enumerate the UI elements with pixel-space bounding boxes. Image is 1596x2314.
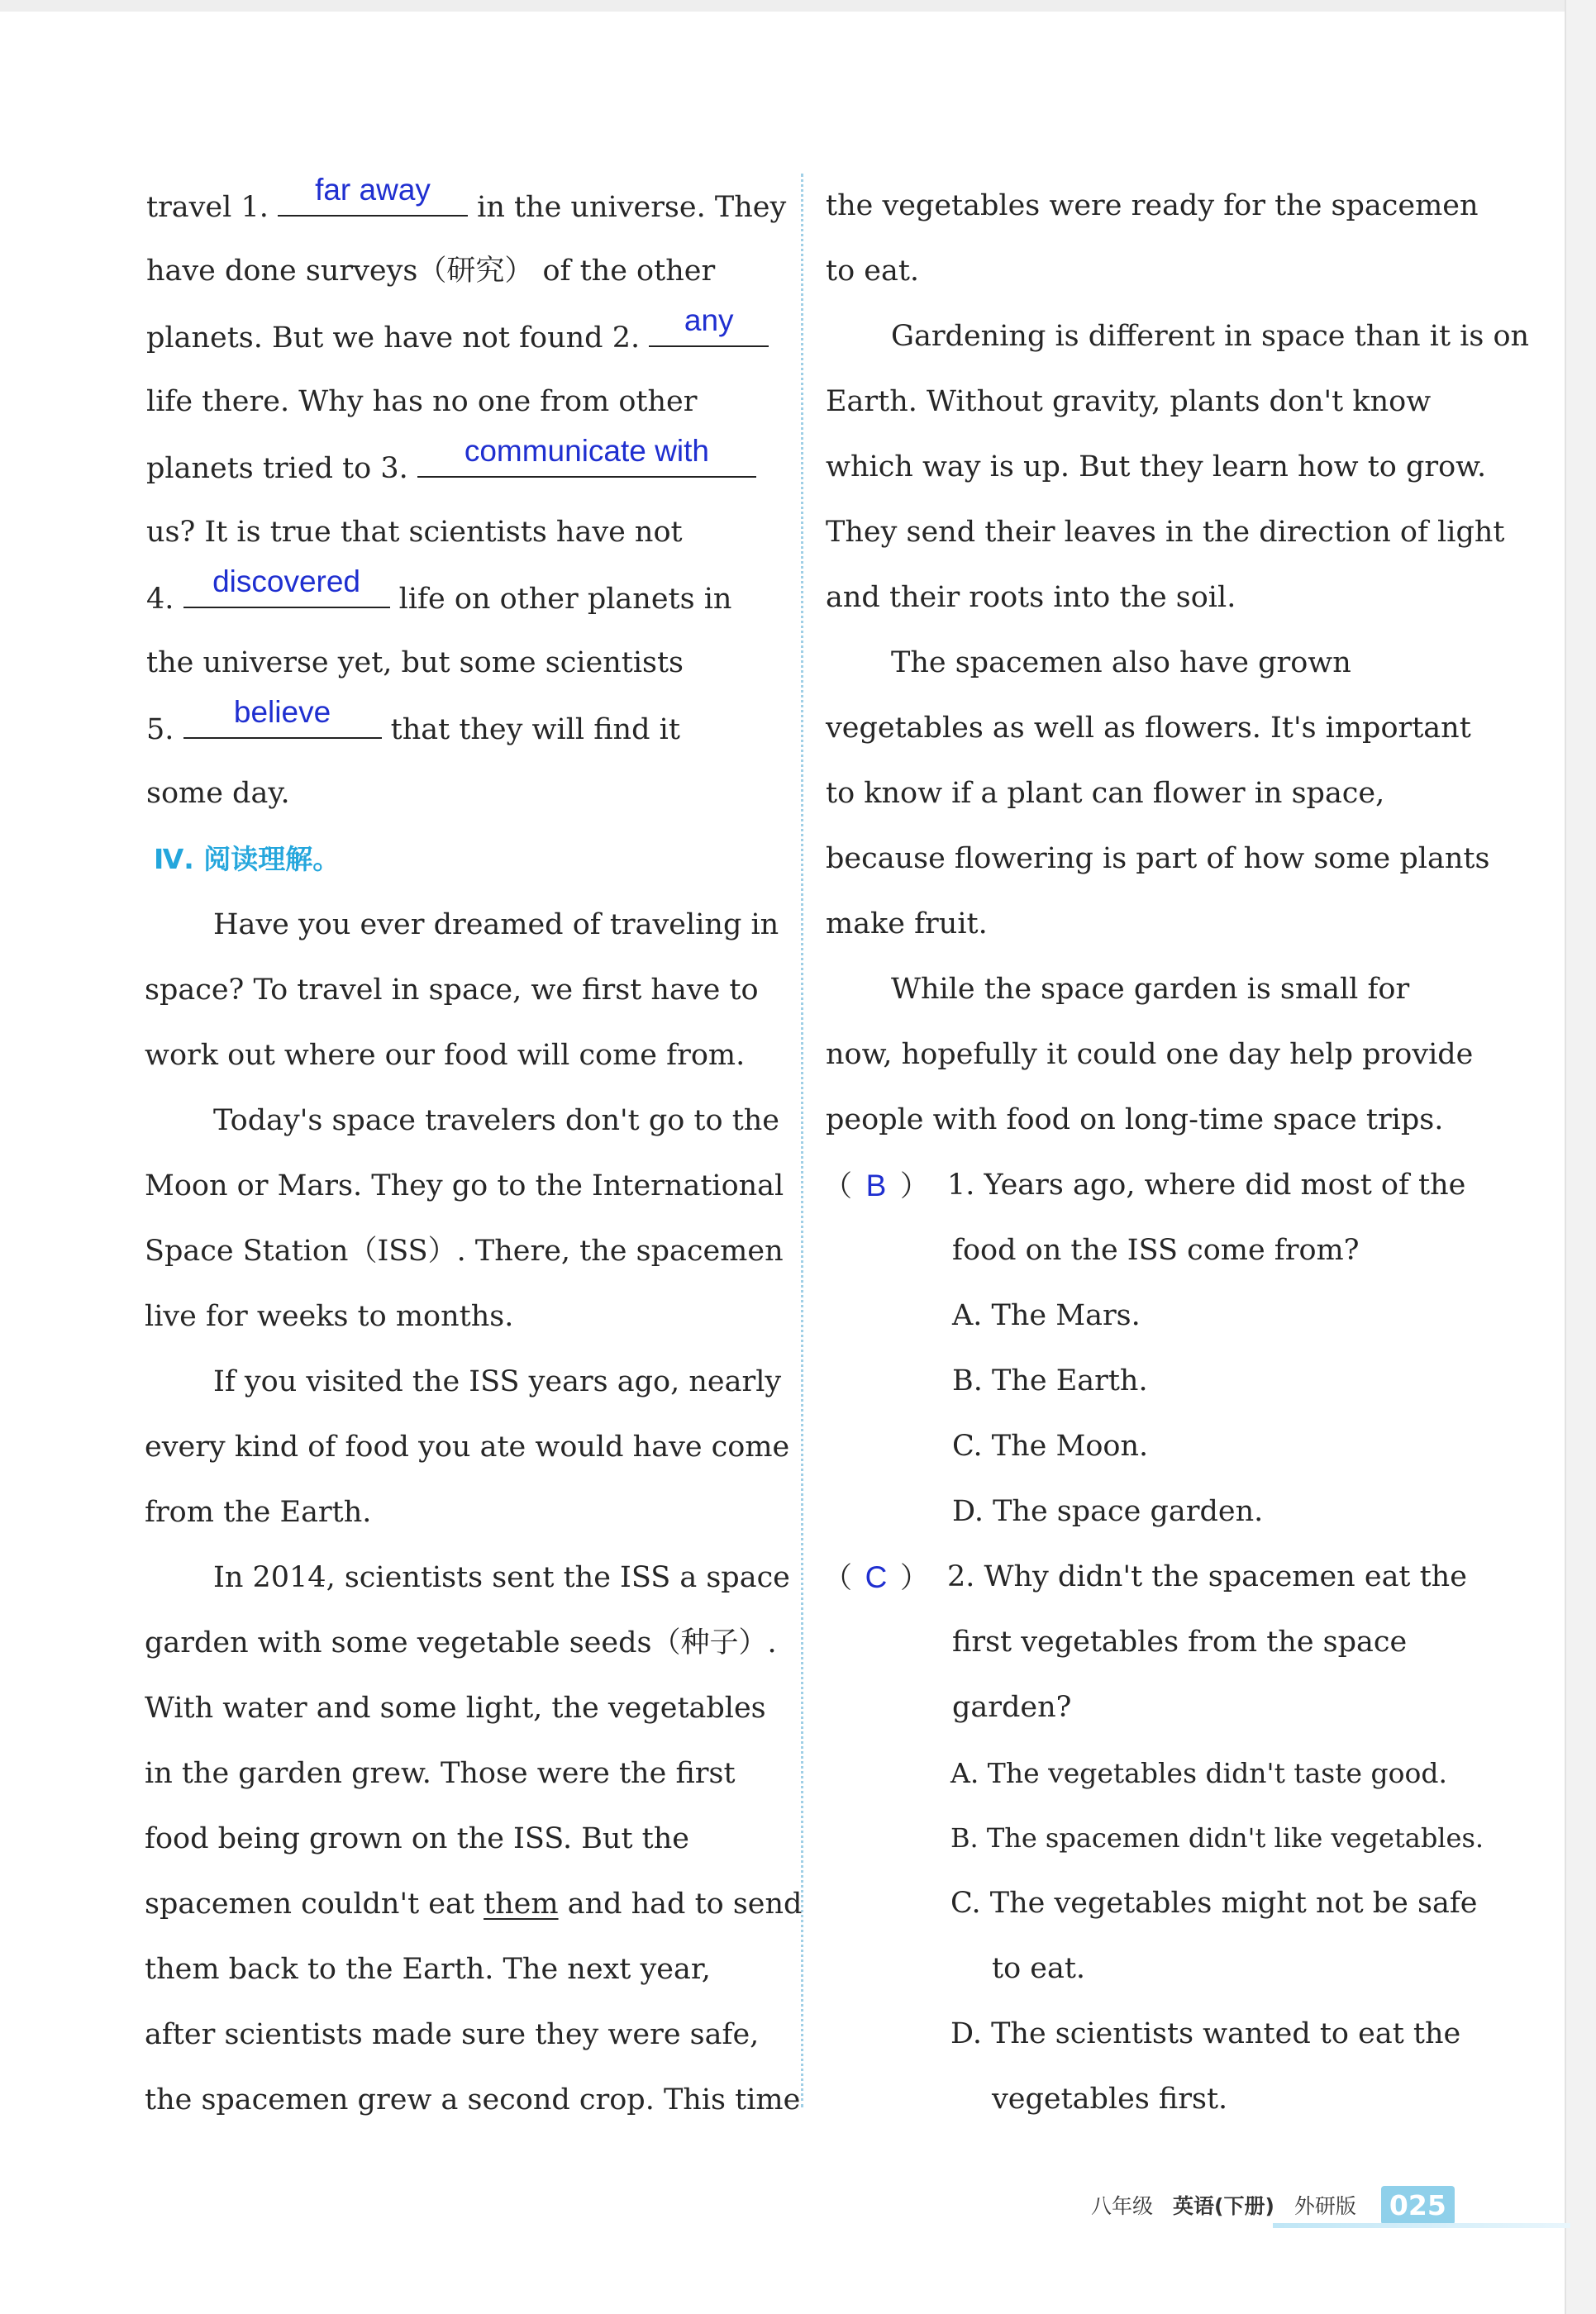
blank-4[interactable]	[183, 565, 390, 608]
cloze-line: planets tried to 3. communicate with	[146, 435, 756, 500]
option-d[interactable]: D. The scientists wanted to eat the	[950, 2017, 1461, 2050]
passage-line: Gardening is different in space than it is on	[891, 320, 1530, 353]
blank-3[interactable]	[417, 435, 756, 478]
page-top-edge	[0, 0, 1596, 12]
page-number: 025	[1381, 2186, 1455, 2225]
footer-edition: 外研版	[1293, 2194, 1356, 2218]
answer-blank-3: communicate with	[464, 434, 709, 468]
cloze-line: have done surveys（研究） of the other	[146, 255, 716, 288]
passage-line: space? To travel in space, we first have to	[145, 974, 759, 1007]
passage-line: Have you ever dreamed of traveling in	[213, 908, 779, 941]
passage-line: to eat.	[826, 255, 920, 288]
passage-line: people with food on long-time space trips.	[826, 1103, 1444, 1136]
option-d[interactable]: D. The space garden.	[952, 1495, 1264, 1528]
passage-line: from the Earth.	[145, 1496, 372, 1529]
passage-line: Today's space travelers don't go to the	[213, 1104, 780, 1137]
passage-line: them back to the Earth. The next year,	[145, 1953, 711, 1986]
passage-line: every kind of food you ate would have come	[145, 1431, 790, 1464]
cloze-line: some day.	[146, 777, 290, 810]
answer-q1: B	[865, 1169, 887, 1202]
passage-line: Moon or Mars. They go to the International	[145, 1169, 784, 1202]
passage-line: spacemen couldn't eat them and had to send	[145, 1888, 803, 1921]
passage-line: If you visited the ISS years ago, nearly	[213, 1365, 782, 1398]
passage-line: vegetables as well as flowers. It's important	[826, 712, 1471, 745]
passage-line: which way is up. But they learn how to grow.	[826, 450, 1487, 483]
blank-2[interactable]	[649, 304, 769, 347]
option-c-continued: to eat.	[992, 1952, 1086, 1985]
option-c[interactable]: C. The vegetables might not be safe	[950, 1887, 1478, 1920]
passage-line: With water and some light, the vegetables	[145, 1692, 766, 1725]
passage-line: make fruit.	[826, 907, 988, 940]
answer-blank-2: any	[684, 303, 734, 337]
option-a[interactable]: A. The Mars.	[952, 1299, 1141, 1332]
option-b[interactable]: B. The Earth.	[952, 1364, 1148, 1397]
passage-line: to know if a plant can flower in space,	[826, 777, 1385, 810]
option-a[interactable]: A. The vegetables didn't taste good.	[950, 1757, 1447, 1789]
question-stem-line: garden?	[952, 1691, 1072, 1724]
page-right-edge	[1565, 0, 1596, 2314]
underlined-word-them: them	[484, 1888, 559, 1921]
cloze-line: planets. But we have not found 2. any	[146, 304, 769, 369]
footer-grade: 八年级	[1091, 2194, 1154, 2218]
passage-line: now, hopefully it could one day help provide	[826, 1038, 1474, 1071]
passage-line: They send their leaves in the direction of light	[826, 516, 1505, 549]
passage-line: after scientists made sure they were safe,	[145, 2018, 760, 2051]
cloze-line: travel 1. far away in the universe. They	[146, 173, 787, 224]
passage-line: food being grown on the ISS. But the	[145, 1822, 689, 1855]
footer-decoration	[1273, 2223, 1570, 2228]
option-b[interactable]: B. The spacemen didn't like vegetables.	[950, 1822, 1484, 1854]
passage-line: and their roots into the soil.	[826, 581, 1236, 614]
option-d-continued: vegetables first.	[992, 2083, 1228, 2116]
passage-line: in the garden grew. Those were the first	[145, 1757, 736, 1790]
passage-line: work out where our food will come from.	[145, 1039, 746, 1072]
question-stem	[823, 1545, 947, 1610]
answer-blank-4: discovered	[212, 564, 360, 598]
cloze-line: 5. believe that they will find it	[146, 695, 680, 746]
cloze-line: us? It is true that scientists have not	[146, 516, 683, 549]
passage-line: While the space garden is small for	[891, 973, 1410, 1006]
question-stem-line: food on the ISS come from?	[952, 1234, 1360, 1267]
answer-blank-1: far away	[315, 173, 431, 207]
passage-line: In 2014, scientists sent the ISS a space	[213, 1561, 790, 1594]
question-stem-line: 2. Why didn't the spacemen eat the	[947, 1560, 1467, 1593]
cloze-line: 4. discovered life on other planets in	[146, 564, 732, 616]
passage-line: live for weeks to months.	[145, 1300, 514, 1333]
option-c[interactable]: C. The Moon.	[952, 1430, 1149, 1463]
question-stem-line: first vegetables from the space	[952, 1626, 1408, 1659]
page-footer	[1091, 2182, 1475, 2228]
section-heading: Ⅳ. 阅读理解。	[154, 843, 341, 875]
question-stem-line: 1. Years ago, where did most of the	[947, 1169, 1466, 1202]
passage-line: garden with some vegetable seeds（种子）.	[145, 1626, 777, 1659]
passage-line: the vegetables were ready for the spacemen	[826, 189, 1479, 222]
cloze-line: life there. Why has no one from other	[146, 385, 698, 418]
cloze-line: the universe yet, but some scientists	[146, 646, 684, 679]
column-divider	[801, 174, 803, 2107]
passage-line: Space Station（ISS）. There, the spacemen	[145, 1235, 784, 1268]
footer-subject: 英语(下册)	[1173, 2194, 1274, 2218]
passage-line: Earth. Without gravity, plants don't know	[826, 385, 1432, 418]
blank-5[interactable]	[183, 696, 382, 739]
passage-line: The spacemen also have grown	[891, 646, 1351, 679]
passage-line: because flowering is part of how some plants	[826, 842, 1490, 875]
passage-line: the spacemen grew a second crop. This time	[145, 2083, 801, 2116]
blank-1[interactable]	[278, 174, 468, 217]
question-stem	[823, 1153, 947, 1218]
answer-q2: C	[865, 1560, 888, 1594]
answer-blank-5: believe	[233, 695, 331, 729]
answer-bracket[interactable]: （ C ）	[823, 1545, 947, 1612]
answer-bracket[interactable]: （ B ）	[823, 1153, 947, 1220]
